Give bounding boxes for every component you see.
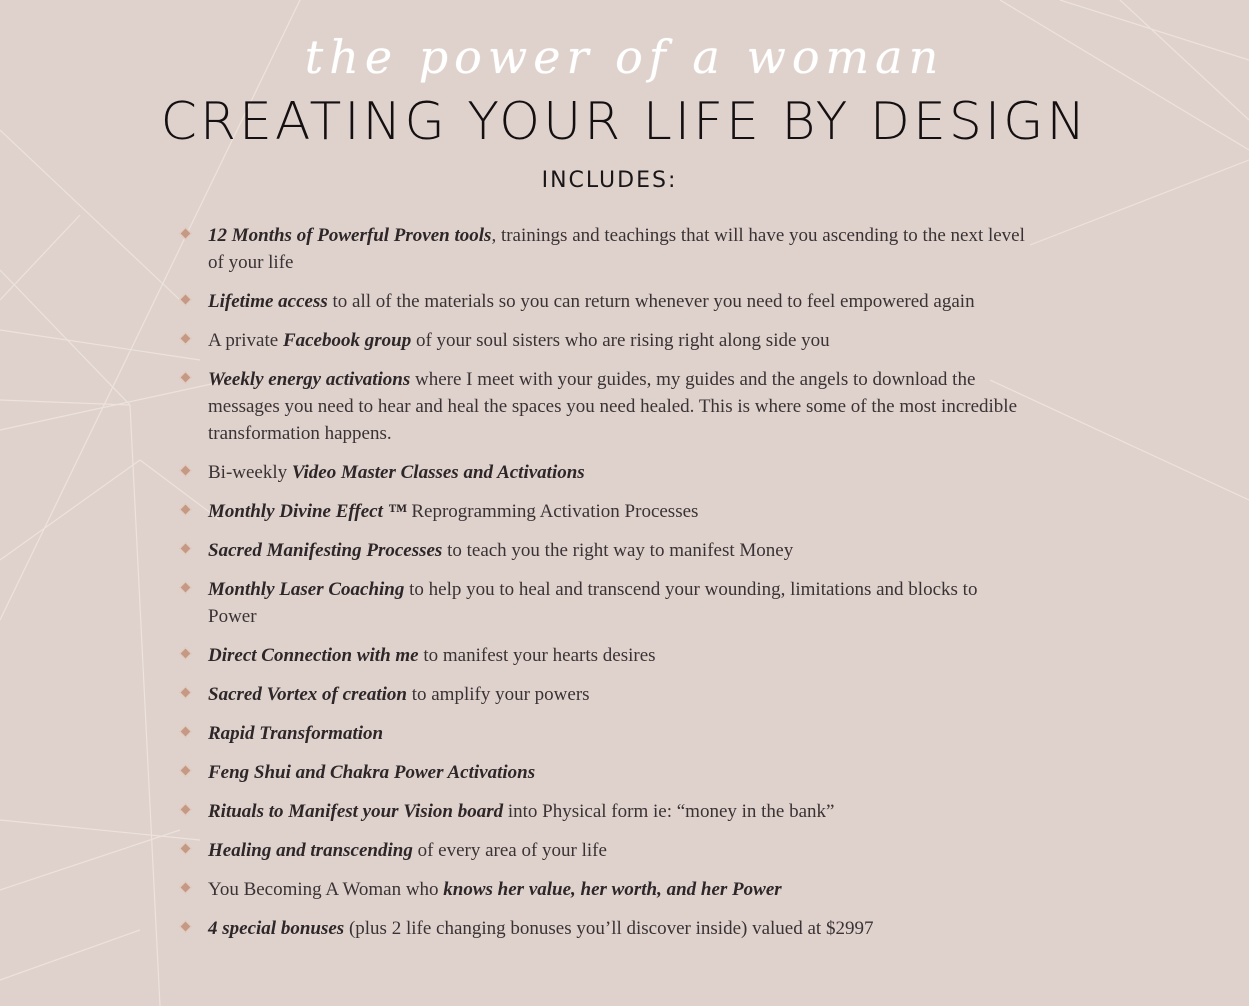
item-highlight: Direct Connection with me <box>208 645 419 666</box>
section-heading: INCLUDES: <box>541 168 678 193</box>
list-item <box>180 915 1030 942</box>
diamond-bullet-icon <box>179 920 192 933</box>
item-text: into Physical form ie: “money in the bank” <box>503 801 835 822</box>
item-highlight: Video Master Classes and Activations <box>291 462 585 483</box>
item-highlight: Feng Shui and Chakra Power Activations <box>208 762 536 783</box>
list-item <box>180 327 1030 354</box>
diamond-bullet-icon <box>179 764 192 777</box>
item-highlight: 12 Months of Powerful Proven tools <box>208 225 492 246</box>
item-text: to manifest your hearts desires <box>418 645 656 666</box>
list-item <box>180 576 1030 630</box>
list-item <box>180 498 1030 525</box>
item-text: of your soul sisters who are rising right along side you <box>411 330 830 351</box>
diamond-bullet-icon <box>179 725 192 738</box>
item-text: to amplify your powers <box>406 684 590 705</box>
item-highlight: 4 special bonuses <box>208 918 345 939</box>
diamond-bullet-icon <box>179 686 192 699</box>
item-text: where I meet with your guides, my guides and the angels to download the messages you need to hear and heal the spaces you need healed. This is where some of the most incredible transformation happens. <box>208 369 1018 444</box>
diamond-bullet-icon <box>179 371 192 384</box>
item-text: to help you to heal and transcend your wounding, limitations and blocks to Power <box>208 579 978 627</box>
item-highlight: Rituals to Manifest your Vision board <box>208 801 504 822</box>
item-highlight: knows her value, her worth, and her Power <box>443 879 782 900</box>
list-item <box>180 798 1030 825</box>
item-text: to teach you the right way to manifest Money <box>442 540 794 561</box>
item-highlight: Lifetime access <box>208 291 328 312</box>
item-highlight: Sacred Manifesting Processes <box>208 540 443 561</box>
diamond-bullet-icon <box>179 293 192 306</box>
item-prefix: Bi-weekly <box>208 462 292 483</box>
diamond-bullet-icon <box>179 464 192 477</box>
item-text: Reprogramming Activation Processes <box>406 501 699 522</box>
list-item <box>180 759 1030 786</box>
diamond-bullet-icon <box>179 881 192 894</box>
list-item <box>180 537 1030 564</box>
list-item <box>180 222 1030 276</box>
item-highlight: Healing and transcending <box>208 840 413 861</box>
diamond-bullet-icon <box>179 842 192 855</box>
item-highlight: Sacred Vortex of creation <box>208 684 407 705</box>
item-text: to all of the materials so you can return whenever you need to feel empowered again <box>327 291 975 312</box>
item-highlight: Monthly Divine Effect ™ <box>208 501 407 522</box>
list-item <box>180 459 1030 486</box>
diamond-bullet-icon <box>179 581 192 594</box>
item-text: , trainings and teachings that will have you ascending to the next level of your life <box>208 225 1025 273</box>
diamond-bullet-icon <box>179 332 192 345</box>
list-item <box>180 681 1030 708</box>
page-title: CREATING YOUR LIFE BY DESIGN <box>160 92 1089 152</box>
script-title: the power of a woman <box>304 30 945 84</box>
diamond-bullet-icon <box>179 542 192 555</box>
features-list <box>180 222 1030 954</box>
item-prefix: You Becoming A Woman who <box>208 879 444 900</box>
diamond-bullet-icon <box>179 227 192 240</box>
item-highlight: Monthly Laser Coaching <box>208 579 405 600</box>
list-item <box>180 720 1030 747</box>
list-item <box>180 288 1030 315</box>
item-prefix: A private <box>208 330 283 351</box>
item-text: of every area of your life <box>412 840 607 861</box>
diamond-bullet-icon <box>179 803 192 816</box>
diamond-bullet-icon <box>179 503 192 516</box>
item-highlight: Weekly energy activations <box>208 369 411 390</box>
list-item <box>180 876 1030 903</box>
item-highlight: Facebook group <box>282 330 412 351</box>
list-item <box>180 642 1030 669</box>
diamond-bullet-icon <box>179 647 192 660</box>
item-text: (plus 2 life changing bonuses you’ll discover inside) valued at $2997 <box>344 918 874 939</box>
item-highlight: Rapid Transformation <box>208 723 384 744</box>
list-item <box>180 366 1030 447</box>
list-item <box>180 837 1030 864</box>
